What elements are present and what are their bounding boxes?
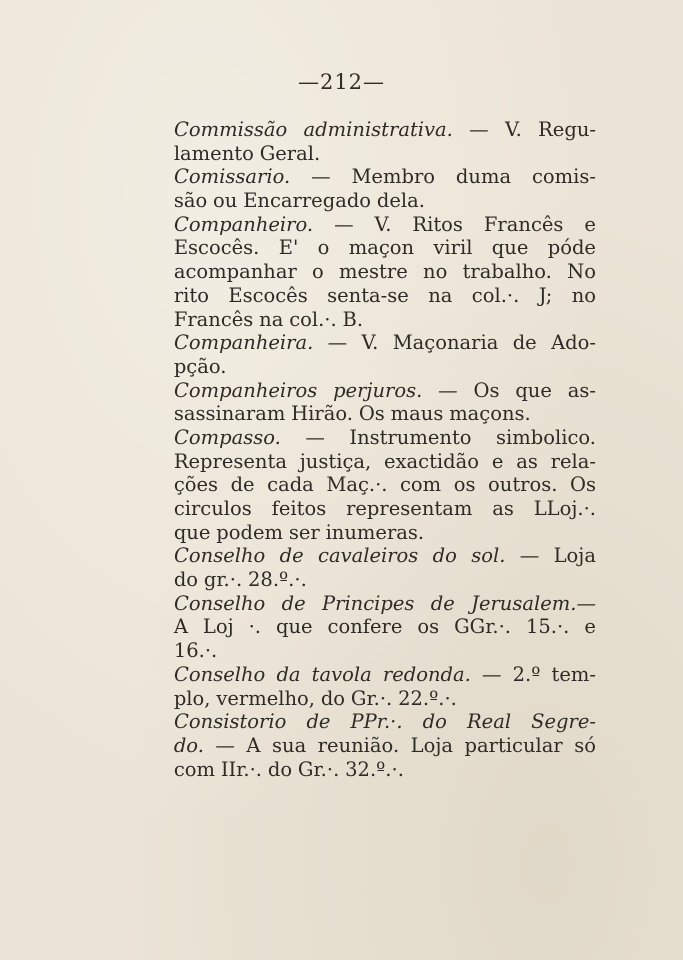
italic-word: cavaleiros <box>318 544 419 568</box>
word: do <box>320 686 346 710</box>
word: mestre <box>339 260 408 284</box>
word: plo, <box>173 686 211 710</box>
word: E' <box>278 236 299 260</box>
word: IIr.·. <box>220 757 262 781</box>
word: os <box>417 615 440 639</box>
word: LLoj.·. <box>533 497 596 520</box>
word: A <box>173 615 188 639</box>
word: — <box>305 425 325 449</box>
word: no <box>423 260 448 284</box>
word: o <box>317 236 330 260</box>
word: — <box>334 212 354 236</box>
text-line <box>174 734 596 758</box>
word: as <box>492 497 514 520</box>
text-line <box>174 687 596 711</box>
word: trabalho. <box>462 260 552 284</box>
word: e <box>584 212 596 236</box>
text-line <box>174 450 596 474</box>
text-line <box>174 639 596 663</box>
text-line <box>174 568 596 592</box>
text-line <box>174 426 596 450</box>
word: Membro <box>351 165 436 189</box>
word: 32.º.·. <box>345 757 404 781</box>
word: col.·. <box>289 307 337 331</box>
word: Loja <box>410 733 454 757</box>
word: que <box>173 520 211 544</box>
word: maçons. <box>449 402 531 426</box>
text-line <box>174 260 596 284</box>
text-line <box>174 473 596 497</box>
word: comis- <box>531 165 596 189</box>
italic-word: Conselho <box>174 662 266 686</box>
word: — <box>215 733 235 757</box>
word: reunião. <box>317 733 400 757</box>
word: outros. <box>488 473 558 497</box>
word: dela. <box>376 189 425 213</box>
word: gr.·. <box>203 568 243 592</box>
word: vermelho, <box>216 686 315 710</box>
word: cada <box>267 473 314 497</box>
word: Francês <box>173 307 254 331</box>
word: tem- <box>551 662 596 686</box>
italic-word: da <box>276 662 301 686</box>
word: V. <box>361 331 379 355</box>
word: Escocês. <box>173 236 260 260</box>
word: que <box>491 236 529 260</box>
italic-word: sol. <box>471 544 506 568</box>
word: sua <box>272 733 307 757</box>
word: Os <box>569 473 596 497</box>
text-line <box>174 189 596 213</box>
italic-word: Compasso. <box>174 425 281 449</box>
word: maçon <box>348 236 415 260</box>
word: lamento <box>173 141 254 165</box>
text-line <box>174 758 596 782</box>
word: senta-se <box>327 283 409 307</box>
word: são <box>173 189 208 213</box>
word: GGr.·. <box>454 615 511 639</box>
text-line <box>174 379 596 403</box>
word: representam <box>346 497 473 520</box>
word: ções <box>173 473 219 497</box>
italic-word: de <box>430 591 455 615</box>
italic-word: Jerusalem.— <box>471 591 596 615</box>
word: — <box>438 378 458 402</box>
word: os <box>453 473 476 497</box>
word: J; <box>538 283 553 307</box>
word: Gr.·. <box>350 686 393 710</box>
italic-word: de <box>306 710 331 734</box>
word: Francês <box>483 212 564 236</box>
word: podem <box>216 520 283 544</box>
italic-word: perjuros. <box>333 378 423 402</box>
text-line <box>174 521 596 545</box>
italic-word: de <box>281 591 306 615</box>
italic-word: do <box>422 710 447 734</box>
word: particular <box>464 733 563 757</box>
word: e <box>491 449 504 473</box>
text-line <box>174 331 596 355</box>
italic-word: Segre- <box>531 710 596 734</box>
word: Regu- <box>538 118 596 141</box>
word: 16.·. <box>173 639 218 663</box>
word: de <box>230 473 255 497</box>
word: ser <box>288 520 320 544</box>
word: Loja <box>553 544 596 568</box>
word: — <box>481 662 502 686</box>
word: só <box>574 733 596 757</box>
word: de <box>512 331 537 355</box>
word: no <box>571 283 596 307</box>
text-line <box>174 402 596 426</box>
word: circulos <box>173 497 252 520</box>
word: Escocês <box>228 283 308 307</box>
word: B. <box>342 307 364 331</box>
italic-word: tavola <box>311 662 372 686</box>
word: duma <box>455 165 512 189</box>
word: A <box>246 733 261 757</box>
word: com <box>173 757 215 781</box>
italic-word: de <box>279 544 304 568</box>
word: pção. <box>173 354 227 378</box>
italic-word: Consistorio <box>174 710 287 734</box>
text-line <box>174 165 596 189</box>
word: inumeras. <box>325 520 425 544</box>
word: 2.º <box>512 662 541 686</box>
word: Representa <box>173 449 287 473</box>
word: as <box>516 449 538 473</box>
word: maus <box>390 402 444 426</box>
text-line <box>174 308 596 332</box>
word: confere <box>327 615 403 639</box>
word: — <box>519 544 540 568</box>
italic-word: Principes <box>322 591 415 615</box>
word: V. <box>504 118 522 141</box>
word: V. <box>374 212 392 236</box>
text-line <box>174 118 596 142</box>
text-line <box>174 284 596 308</box>
italic-word: redonda. <box>382 662 471 686</box>
italic-word: Real <box>466 710 512 734</box>
word: do <box>267 757 293 781</box>
word: que <box>515 378 552 402</box>
word: viril <box>433 236 473 260</box>
italic-word: Comissario. <box>174 165 291 189</box>
word: o <box>312 260 324 284</box>
text-line <box>174 142 596 166</box>
word: rela- <box>550 449 596 473</box>
italic-word: administrativa. <box>303 118 453 141</box>
glossary-text-block <box>174 118 596 781</box>
text-line <box>174 663 596 687</box>
italic-word: PPr.·. <box>350 710 403 734</box>
italic-word: Companheiros <box>174 378 318 402</box>
word: Ado- <box>551 331 596 355</box>
italic-word: Companheira. <box>174 331 314 355</box>
text-line <box>174 236 596 260</box>
word: na <box>259 307 284 331</box>
word: Maç.·. <box>326 473 388 497</box>
word: Gr.·. <box>297 757 340 781</box>
word: — <box>327 331 348 355</box>
word: 22.º.·. <box>398 686 457 710</box>
italic-word: Conselho <box>174 591 266 615</box>
word: Loj <box>202 615 234 639</box>
word: e <box>584 615 596 639</box>
word: ou <box>213 189 238 213</box>
italic-word: do <box>432 544 457 568</box>
italic-word: Commissão <box>174 118 288 141</box>
word: sassinaram <box>173 402 286 426</box>
word: do <box>173 568 199 592</box>
text-line <box>174 213 596 237</box>
word: Os <box>473 378 500 402</box>
word: — <box>311 165 331 189</box>
word: que <box>275 615 313 639</box>
word: No <box>567 260 596 284</box>
word: Os <box>358 402 385 426</box>
word: Ritos <box>412 212 463 236</box>
word: póde <box>547 236 596 260</box>
word: feitos <box>271 497 327 520</box>
italic-word: Companheiro. <box>174 212 314 236</box>
page-number: —212— <box>297 70 386 94</box>
word: Instrumento <box>349 425 472 449</box>
word: Geral. <box>259 141 321 165</box>
word: rito <box>173 283 209 307</box>
word: com <box>400 473 442 497</box>
word: Maçonaria <box>392 331 499 355</box>
word: na <box>428 283 453 307</box>
word: exactidão <box>384 449 480 473</box>
word: col.·. <box>471 283 520 307</box>
italic-word: Conselho <box>174 544 266 568</box>
text-line <box>174 355 596 379</box>
word: — <box>469 118 489 141</box>
word: 28.º.·. <box>248 568 307 592</box>
text-line <box>174 710 596 734</box>
word: justiça, <box>299 449 372 473</box>
word: simbolico. <box>496 425 596 449</box>
word: Hirão. <box>291 402 353 426</box>
word: ·. <box>248 615 261 639</box>
italic-word: do. <box>173 733 204 757</box>
word: acompanhar <box>173 260 297 284</box>
word: Encarregado <box>243 189 372 213</box>
word: as- <box>567 378 596 402</box>
word: 15.·. <box>525 615 570 639</box>
text-line <box>174 592 596 616</box>
text-line <box>174 497 596 521</box>
text-line <box>174 615 596 639</box>
text-line <box>174 544 596 568</box>
